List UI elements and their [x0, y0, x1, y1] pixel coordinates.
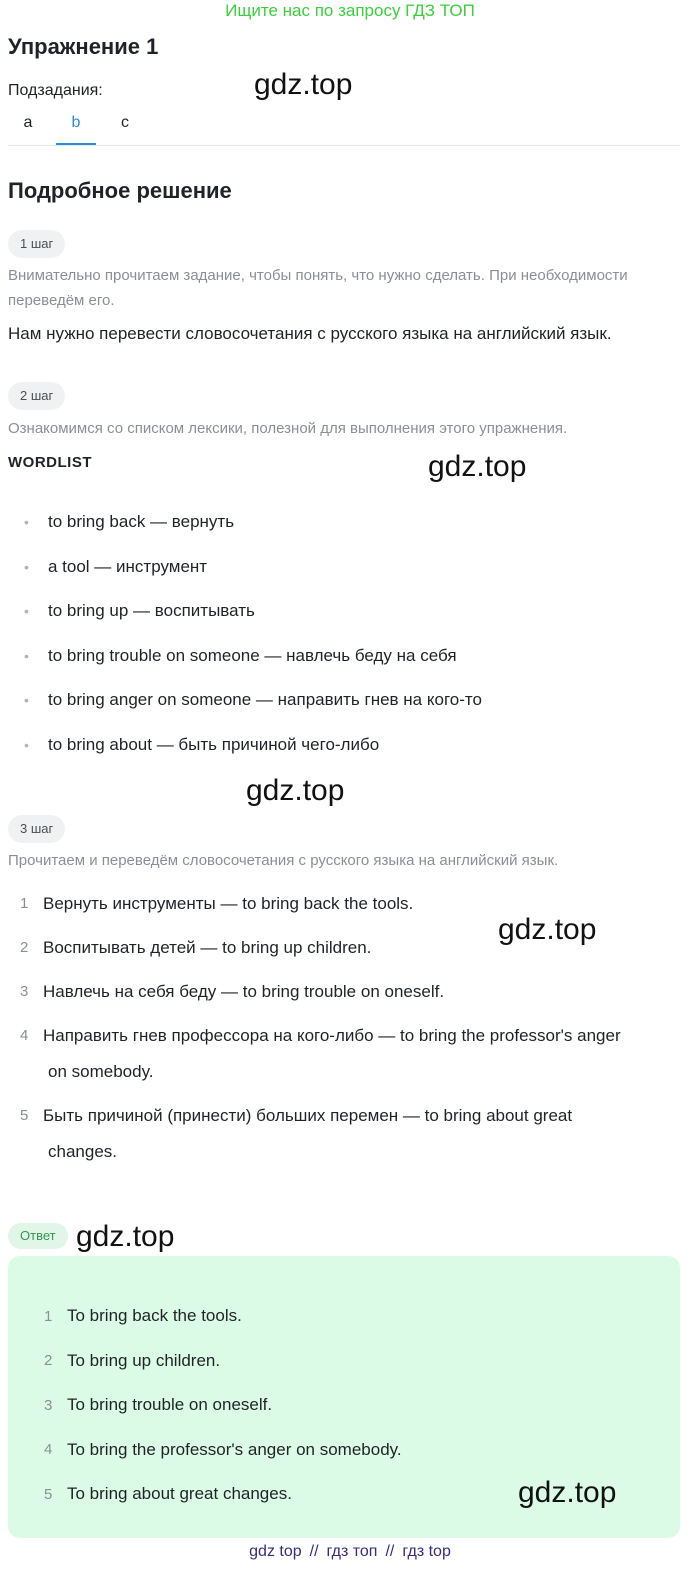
- step-text: Нам нужно перевести словосочетания с русского языка на английский язык.: [8, 324, 612, 343]
- list-item: • to bring up — воспитывать: [24, 601, 255, 621]
- wordlist: [24, 500, 664, 767]
- bullet-icon: •: [24, 692, 29, 709]
- footer-separator: //: [385, 1543, 395, 1560]
- solution-title: Подробное решение: [8, 178, 232, 203]
- list-item: • to bring about — быть причиной чего-либо: [24, 734, 380, 754]
- step-hint: Ознакомимся со списком лексики, полезной для выполнения этого упражнения.: [8, 420, 568, 437]
- answer-badge: Ответ: [8, 1223, 68, 1249]
- list-item: • to bring anger on someone — направить гнев на кого-то: [24, 690, 482, 710]
- step-badge: 1 шаг: [8, 230, 65, 258]
- list-item: 4 Направить гнев профессора на кого-либо — to bring the professor's anger on somebody.: [20, 1026, 621, 1081]
- bullet-icon: •: [24, 558, 29, 575]
- step-hint: Внимательно прочитаем задание, чтобы понять, что нужно сделать. При необходимости переведём его.: [8, 267, 628, 309]
- watermark: gdz.top: [498, 913, 597, 946]
- list-item: • to bring trouble on someone — навлечь беду на себя: [24, 645, 457, 665]
- list-item: 2 Воспитывать детей — to bring up children.: [20, 938, 372, 957]
- page-title: Упражнение 1: [8, 34, 159, 59]
- list-item: 3 To bring trouble on oneself.: [44, 1395, 273, 1415]
- footer-link-gdz-top[interactable]: gdz top: [249, 1543, 302, 1560]
- tab-a[interactable]: a: [23, 114, 33, 131]
- tab-b[interactable]: b: [56, 114, 96, 145]
- list-item: • a tool — инструмент: [24, 556, 208, 576]
- bullet-icon: •: [24, 647, 29, 664]
- list-item: 5 Быть причиной (принести) больших перемен — to bring about great changes.: [20, 1106, 573, 1161]
- footer-link-gdz-top-mixed[interactable]: гдз top: [402, 1543, 451, 1560]
- list-item: 3 Навлечь на себя беду — to bring trouble on oneself.: [20, 982, 445, 1001]
- step-badge: 2 шаг: [8, 382, 65, 410]
- subtask-tabs: [8, 110, 680, 146]
- list-item: • to bring back — вернуть: [24, 512, 235, 532]
- tab-c[interactable]: c: [121, 114, 129, 131]
- step-badge: 3 шаг: [8, 815, 65, 843]
- step-hint: Прочитаем и переведём словосочетания с русского языка на английский язык.: [8, 852, 559, 869]
- list-item: 1 Вернуть инструменты — to bring back the tools.: [20, 894, 414, 913]
- watermark: gdz.top: [428, 450, 527, 483]
- list-item: 4 To bring the professor's anger on somebody.: [44, 1439, 402, 1459]
- bullet-icon: •: [24, 736, 29, 753]
- subtasks-label: Подзадания:: [8, 82, 103, 99]
- list-item: 2 To bring up children.: [44, 1350, 221, 1370]
- watermark: gdz.top: [518, 1476, 617, 1509]
- watermark: gdz.top: [76, 1220, 175, 1253]
- list-item: 1 To bring back the tools.: [44, 1306, 242, 1326]
- watermark: gdz.top: [246, 774, 345, 807]
- wordlist-title: WORDLIST: [8, 454, 92, 471]
- search-banner: Ищите нас по запросу ГДЗ ТОП: [225, 1, 475, 20]
- watermark: gdz.top: [254, 68, 353, 101]
- footer-links: [0, 1543, 700, 1561]
- footer-separator: //: [309, 1543, 319, 1560]
- bullet-icon: •: [24, 514, 29, 531]
- bullet-icon: •: [24, 603, 29, 620]
- list-item: 5 To bring about great changes.: [44, 1484, 292, 1504]
- footer-link-gdz-top-ru[interactable]: гдз топ: [326, 1543, 378, 1560]
